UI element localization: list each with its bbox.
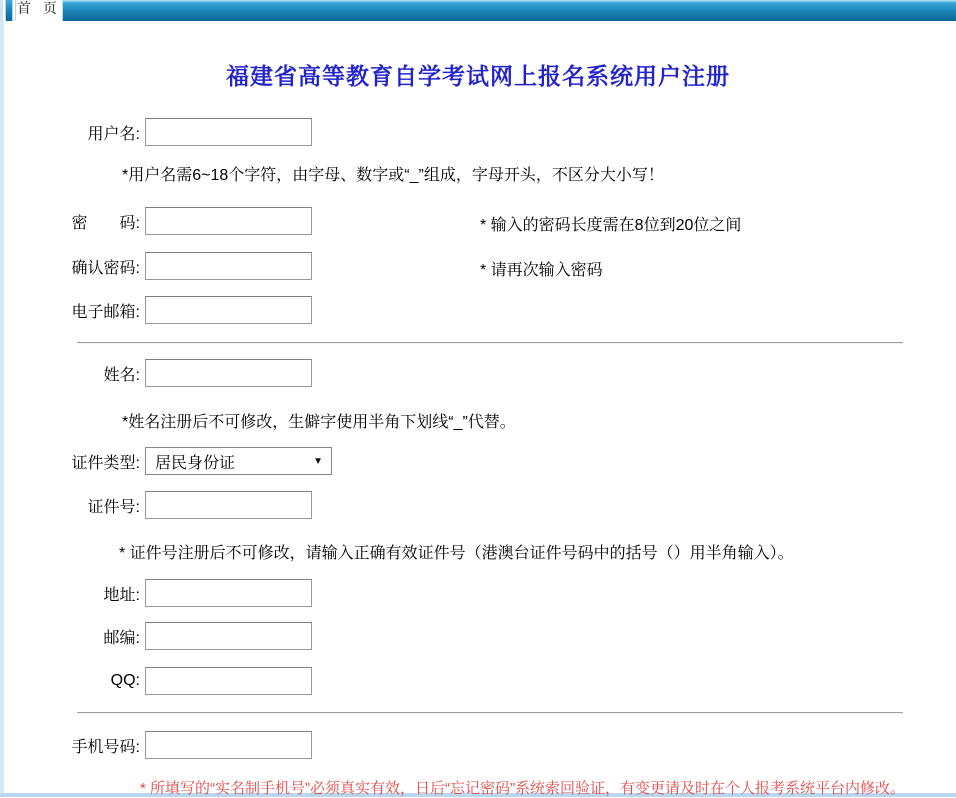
mobile-hint: * 所填写的“实名制手机号”必须真实有效，日后“忘记密码”系统索回验证，有变更请及时在个人报考系统平台内修改。 <box>140 780 905 797</box>
username-hint: *用户名需6~18个字符，由字母、数字或“_”组成，字母开头，不区分大小写！ <box>122 167 664 184</box>
confirm-password-row <box>0 252 312 280</box>
qq-row <box>0 667 312 695</box>
password-hint: * 输入的密码长度需在8位到20位之间 <box>480 217 742 234</box>
email-input[interactable] <box>145 296 312 324</box>
username-input[interactable] <box>145 118 312 146</box>
id-number-hint: * 证件号注册后不可修改，请输入正确有效证件号（港澳台证件号码中的括号（）用半角输入）。 <box>119 545 794 562</box>
email-label: 电子邮箱: <box>71 303 140 321</box>
qq-label: QQ: <box>110 672 140 689</box>
email-row <box>0 296 312 324</box>
password-row <box>0 207 312 235</box>
postcode-input[interactable] <box>145 622 312 650</box>
header-bar <box>63 0 956 21</box>
id-type-select[interactable] <box>145 447 332 475</box>
id-number-input[interactable] <box>145 491 312 519</box>
chevron-down-icon: ▼ <box>313 455 323 467</box>
postcode-label: 邮编: <box>103 629 140 647</box>
mobile-row <box>0 731 312 759</box>
name-row <box>0 359 312 387</box>
tab-home[interactable] <box>15 0 63 21</box>
left-edge-accent <box>0 0 3 21</box>
section-divider <box>77 342 903 344</box>
password-label: 密 码: <box>71 214 140 232</box>
name-hint: *姓名注册后不可修改，生僻字使用半角下划线“_”代替。 <box>122 414 516 431</box>
address-row <box>0 579 312 607</box>
postcode-row <box>0 622 312 650</box>
confirm-password-input[interactable] <box>145 252 312 280</box>
tab-stub[interactable] <box>5 0 13 21</box>
address-label: 地址: <box>103 586 140 604</box>
id-type-row <box>0 447 332 475</box>
name-input[interactable] <box>145 359 312 387</box>
confirm-password-hint: * 请再次输入密码 <box>480 262 603 279</box>
tab-bar <box>0 0 956 21</box>
name-label: 姓名: <box>103 366 140 384</box>
id-number-label: 证件号: <box>87 498 140 516</box>
page-title: 福建省高等教育自学考试网上报名系统用户注册 <box>226 64 730 89</box>
qq-input[interactable] <box>145 667 312 695</box>
username-row <box>0 118 312 146</box>
id-type-label: 证件类型: <box>71 454 140 472</box>
address-input[interactable] <box>145 579 312 607</box>
mobile-label: 手机号码: <box>71 738 140 756</box>
mobile-input[interactable] <box>145 731 312 759</box>
username-label: 用户名: <box>87 125 140 143</box>
password-input[interactable] <box>145 207 312 235</box>
confirm-password-label: 确认密码: <box>71 259 140 277</box>
tab-home-label: 首 页 <box>17 0 61 16</box>
id-number-row <box>0 491 312 519</box>
id-type-selected-value: 居民身份证 <box>155 454 236 472</box>
section-divider <box>77 712 903 714</box>
